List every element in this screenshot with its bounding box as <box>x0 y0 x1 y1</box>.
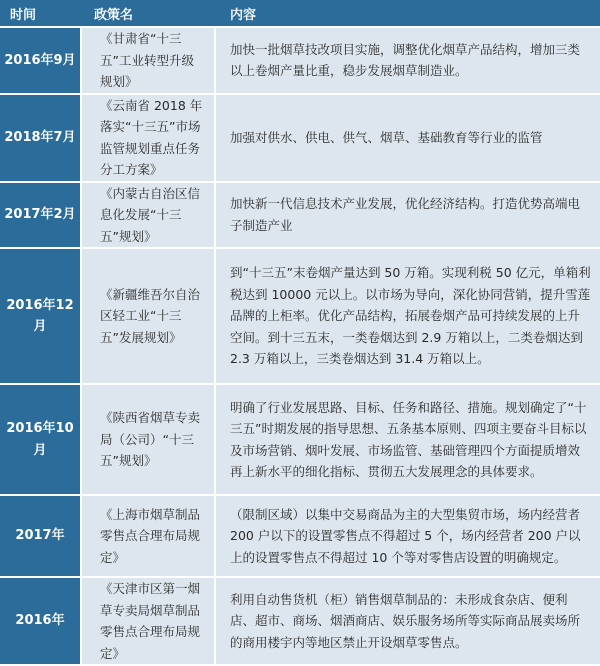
row-time: 2016年9月 <box>0 28 80 95</box>
table-row <box>0 385 600 496</box>
row-policy-name: 《内蒙古自治区信息化发展“十三五”规划》 <box>80 183 214 250</box>
row-time: 2016年10月 <box>0 385 80 496</box>
row-content: 明确了行业发展思路、目标、任务和路径、措施。规划确定了“十三五”时期发展的指导思想、五条基本原则、四项主要奋斗目标以及市场营销、烟叶发展、市场监管、基础管理四个方面提质增效再上新水平的细化指标、贯彻五大发展理念的具体要求。 <box>214 385 600 496</box>
row-content: 加快新一代信息技术产业发展，优化经济结构。打造优势高端电子制造产业 <box>214 183 600 250</box>
row-policy-name: 《上海市烟草制品零售点合理布局规定》 <box>80 496 214 578</box>
row-time: 2017年2月 <box>0 183 80 250</box>
row-policy-name: 《天津市区第一烟草专卖局烟草制品零售点合理布局规定》 <box>80 578 214 666</box>
row-policy-name: 《甘肃省“十三五”工业转型升级规划》 <box>80 28 214 95</box>
row-content: （限制区域）以集中交易商品为主的大型集贸市场，场内经营者 200 户以下的设置零售点不得超过 5 个，场内经营者 200 户以上的设置零售点不得超过 10 个等对零售店设置的明确规定。 <box>214 496 600 578</box>
row-content: 加快一批烟草技改项目实施，调整优化烟草产品结构，增加三类以上卷烟产量比重，稳步发展烟草制造业。 <box>214 28 600 95</box>
row-time: 2016年12月 <box>0 249 80 385</box>
row-policy-name: 《云南省 2018 年落实“十三五”市场监管规划重点任务分工方案》 <box>80 95 214 183</box>
table-row <box>0 28 600 95</box>
header-content: 内容 <box>214 0 600 28</box>
header-time: 时间 <box>0 0 80 28</box>
row-content: 利用自动售货机（柜）销售烟草制品的：未形成食杂店、便利店、超市、商场、烟酒商店、娱乐服务场所等实际商品展卖场所的商用楼宇内等地区禁止开设烟草零售点。 <box>214 578 600 666</box>
table-row <box>0 95 600 183</box>
row-content: 到“十三五”末卷烟产量达到 50 万箱。实现利税 50 亿元，单箱利税达到 10000 元以上。以市场为导向，深化协同营销，提升雪莲品牌的上柜率。优化产品结构，拓展卷烟产品可持续发展的上升空间。到十三五末，一类卷烟达到 2.9 万箱以上，二类卷烟达到 2.3 万箱以上，三类卷烟达到 31.4 万箱以上。 <box>214 249 600 385</box>
row-time: 2017年 <box>0 496 80 578</box>
header-policy-name: 政策名 <box>80 0 214 28</box>
table-header-row <box>0 0 600 28</box>
row-content: 加强对供水、供电、供气、烟草、基础教育等行业的监管 <box>214 95 600 183</box>
table-row <box>0 183 600 250</box>
table-row <box>0 496 600 578</box>
row-policy-name: 《新疆维吾尔自治区轻工业“十三五”发展规划》 <box>80 249 214 385</box>
table-row <box>0 249 600 385</box>
table-row <box>0 578 600 666</box>
row-time: 2016年 <box>0 578 80 666</box>
row-policy-name: 《陕西省烟草专卖局（公司）“十三五”规划》 <box>80 385 214 496</box>
row-time: 2018年7月 <box>0 95 80 183</box>
